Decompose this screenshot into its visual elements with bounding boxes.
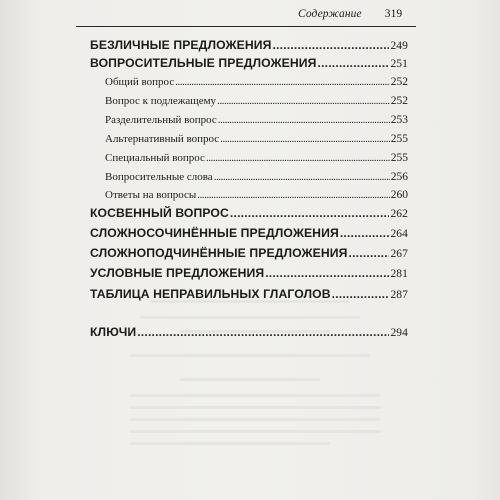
toc-entry-page: 253 <box>390 114 408 126</box>
toc-entry-label: Разделительный вопрос <box>105 114 217 126</box>
header-rule <box>76 26 416 27</box>
show-through-line <box>130 430 380 433</box>
toc-entry-label: Общий вопрос <box>105 76 175 88</box>
toc-entry[interactable] <box>90 325 408 339</box>
leader-dots <box>217 95 390 107</box>
show-through-line <box>180 378 320 381</box>
toc-entry-label: УСЛОВНЫЕ ПРЕДЛОЖЕНИЯ <box>90 266 265 280</box>
toc-entry-page: 294 <box>390 327 408 339</box>
toc-entry-label: СЛОЖНОСОЧИНЁННЫЕ ПРЕДЛОЖЕНИЯ <box>90 226 339 240</box>
leader-dots <box>349 246 390 260</box>
toc-entry-label: КЛЮЧИ <box>90 325 137 339</box>
toc-entry-label: Ответы на вопросы <box>105 189 197 201</box>
toc-entry-label: Альтернативный вопрос <box>105 133 220 145</box>
toc-entry[interactable] <box>90 226 408 240</box>
toc-entry-page: 251 <box>390 58 408 70</box>
running-header <box>298 8 402 20</box>
toc-entry-page: 256 <box>390 171 408 183</box>
toc-subentry[interactable] <box>105 95 408 107</box>
toc-entry-label: ТАБЛИЦА НЕПРАВИЛЬНЫХ ГЛАГОЛОВ <box>90 287 331 301</box>
toc-entry-label: СЛОЖНОПОДЧИНЁННЫЕ ПРЕДЛОЖЕНИЯ <box>90 246 348 260</box>
leader-dots <box>230 206 390 220</box>
toc-entry[interactable] <box>90 206 408 220</box>
leader-dots <box>272 38 389 52</box>
leader-dots <box>137 325 389 339</box>
toc-entry[interactable] <box>90 266 408 280</box>
show-through-line <box>140 316 360 319</box>
leader-dots <box>332 287 390 301</box>
toc-entry-label: ВОПРОСИТЕЛЬНЫЕ ПРЕДЛОЖЕНИЯ <box>90 56 317 70</box>
toc-entry-page: 262 <box>390 208 408 220</box>
leader-dots <box>265 266 389 280</box>
leader-dots <box>220 133 390 145</box>
toc-subentry[interactable] <box>105 114 408 126</box>
show-through-line <box>130 406 380 409</box>
toc-subentry[interactable] <box>105 171 408 183</box>
show-through-line <box>130 354 370 357</box>
leader-dots <box>318 56 390 70</box>
toc-entry-page: 287 <box>390 289 408 301</box>
toc-subentry[interactable] <box>105 189 408 201</box>
toc-entry-label: КОСВЕННЫЙ ВОПРОС <box>90 206 229 220</box>
toc-entry-page: 264 <box>390 228 408 240</box>
toc-entry-label: Вопросительные слова <box>105 171 213 183</box>
toc-entry-page: 260 <box>390 189 408 201</box>
toc-subentry[interactable] <box>105 133 408 145</box>
toc-entry[interactable] <box>90 38 408 52</box>
leader-dots <box>214 171 390 183</box>
leader-dots <box>206 152 390 164</box>
toc-entry[interactable] <box>90 56 408 70</box>
show-through-line <box>130 394 380 397</box>
leader-dots <box>218 114 390 126</box>
toc-subentry[interactable] <box>105 152 408 164</box>
toc-entry-page: 267 <box>390 248 408 260</box>
leader-dots <box>197 189 389 201</box>
running-header-title: Содержание <box>298 8 362 20</box>
toc-entry-page: 252 <box>390 76 408 88</box>
page-number: 319 <box>384 8 403 20</box>
toc-entry[interactable] <box>90 246 408 260</box>
show-through-line <box>130 442 330 445</box>
toc-entry-label: Вопрос к подлежащему <box>105 95 217 107</box>
leader-dots <box>175 76 390 88</box>
toc-entry[interactable] <box>90 287 408 301</box>
toc-entry-label: Специальный вопрос <box>105 152 205 164</box>
leader-dots <box>340 226 390 240</box>
toc-entry-page: 249 <box>390 40 408 52</box>
toc-entry-page: 255 <box>390 133 408 145</box>
show-through-line <box>130 418 380 421</box>
toc-entry-label: БЕЗЛИЧНЫЕ ПРЕДЛОЖЕНИЯ <box>90 38 272 52</box>
toc-subentry[interactable] <box>105 76 408 88</box>
toc-entry-page: 252 <box>390 95 408 107</box>
toc-entry-page: 255 <box>390 152 408 164</box>
toc-entry-page: 281 <box>390 268 408 280</box>
